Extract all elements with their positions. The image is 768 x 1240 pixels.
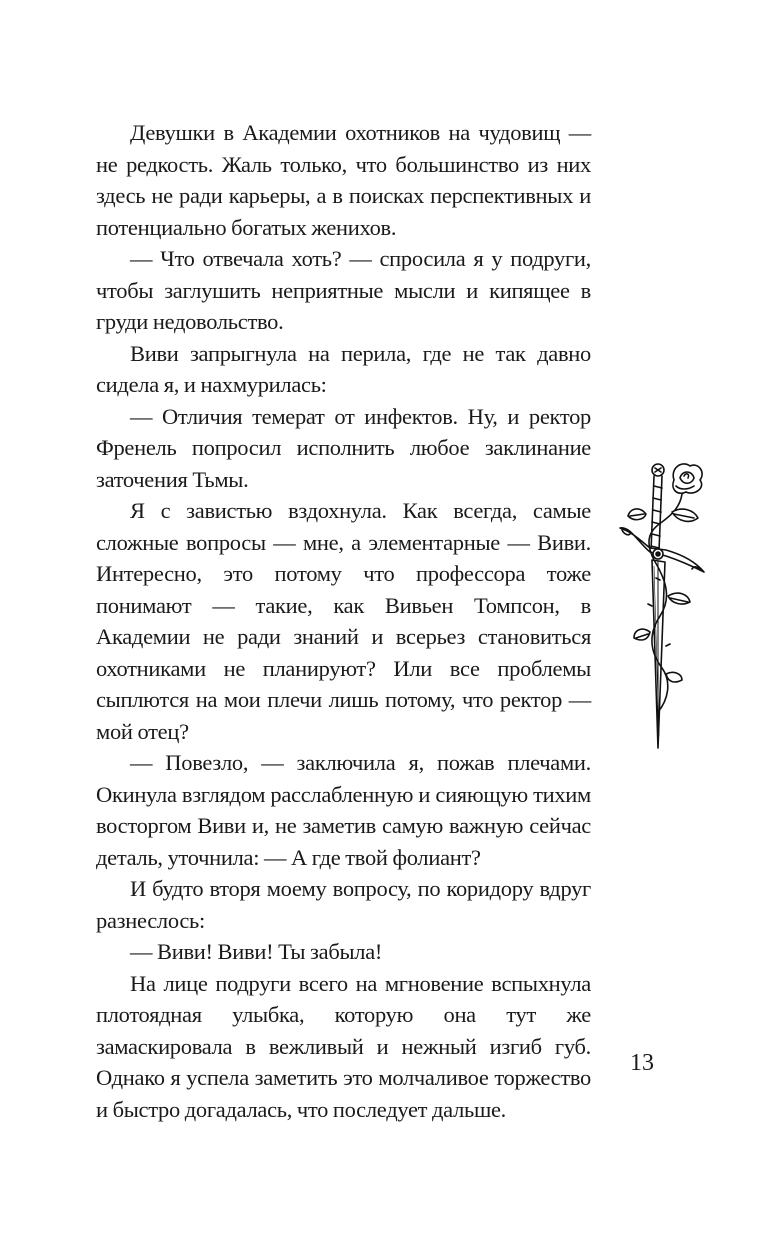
paragraph-1: Девушки в Академии охотников на чудовищ — не редкость. Жаль только, что большинство из них здесь не ради карьеры, а в поисках перспективных и потенциально богатых женихов. bbox=[96, 120, 591, 240]
paragraph-9: На лице подруги всего на мгновение вспыхнула плотоядная улыбка, которую она тут же замаскировала в вежливый и нежный изгиб губ. Однако я успела заметить это молчаливое торжество и быстро догадалась, что последует дальше. bbox=[96, 970, 591, 1122]
paragraph-3: Виви запрыгнула на перила, где не так давно сидела я, и нахмурилась: bbox=[96, 340, 591, 397]
paragraph-2: — Что отвечала хоть? — спросила я у подруги, чтобы заглушить неприятные мысли и кипящее в груди недовольство. bbox=[96, 246, 591, 334]
paragraph-5: Я с завистью вздохнула. Как всегда, самые сложные вопросы — мне, а элементарные — Виви. Интересно, это потому что профессора тоже понимают — такие, как Вивьен Томпсон, в Академии не ради знаний и всерьез становиться охотниками не планируют? Или все проблемы сыплются на мои плечи лишь потому, что ректор — мой отец? bbox=[96, 498, 591, 744]
paragraph-4: — Отличия темерат от инфектов. Ну, и ректор Френель попросил исполнить любое заклинание заточения Тьмы. bbox=[96, 403, 591, 492]
body-text bbox=[96, 117, 591, 1125]
paragraph-6: — Повезло, — заключила я, пожав плечами. Окинула взглядом расслабленную и сияющую тихим восторгом Виви и, не заметив самую важную сейчас деталь, уточнила: — А где твой фолиант? bbox=[96, 750, 591, 870]
paragraph-8: — Виви! Виви! Ты забыла! bbox=[130, 939, 383, 964]
page-number: 13 bbox=[630, 1050, 654, 1076]
paragraph-7: И будто вторя моему вопросу, по коридору вдруг разнеслось: bbox=[96, 876, 591, 933]
dagger-with-rose-icon bbox=[616, 456, 712, 752]
